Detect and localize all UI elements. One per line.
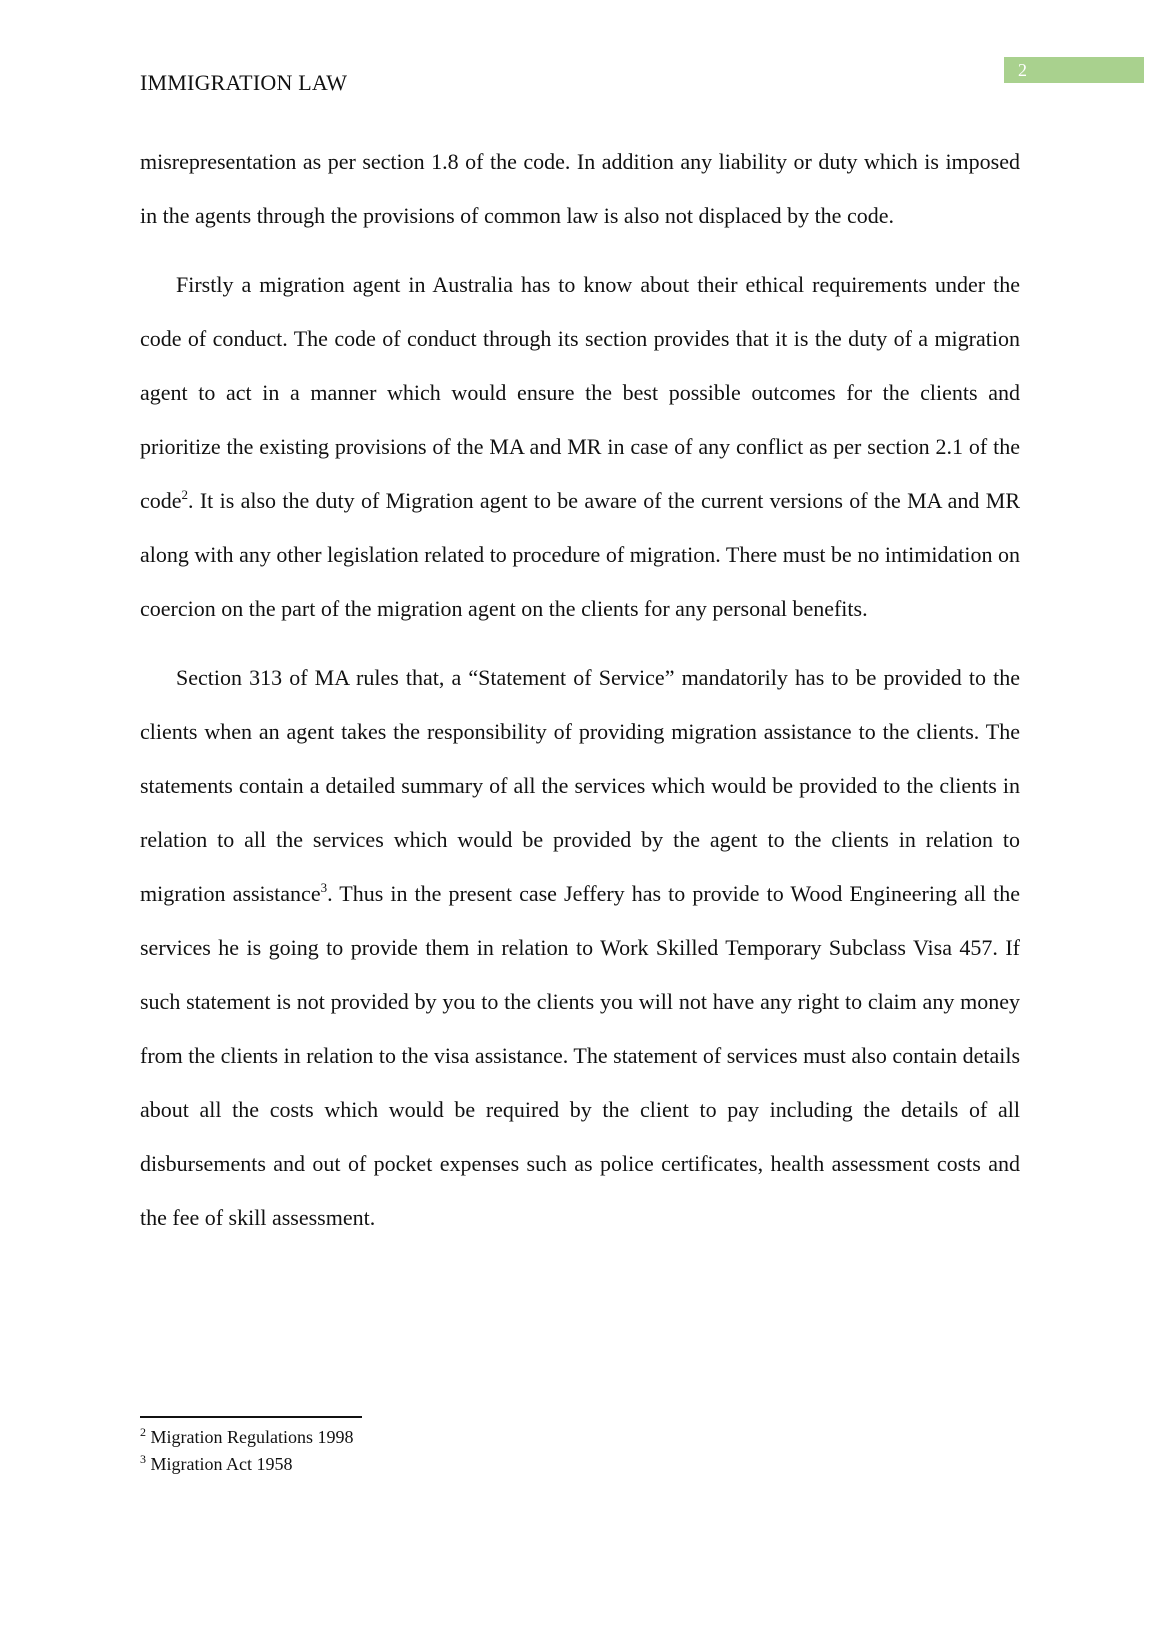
- page-number-badge: [1004, 57, 1144, 83]
- paragraph-text: Section 313 of MA rules that, a “Statement of Service” mandatorily has to be provided to the clients when an agent takes the responsibility of providing migration assistance to the clients. The statements contain a detailed summary of all the services which would be provided to the clients in relation to all the services which would be provided by the agent to the clients in relation to migration assistance: [140, 665, 1020, 906]
- footnote-text: Migration Regulations 1998: [150, 1427, 354, 1447]
- paragraph-text: . It is also the duty of Migration agent to be aware of the current versions of the MA and MR along with any other legislation related to procedure of migration. There must be no intimidation on coercion on the part of the migration agent on the clients for any personal benefits.: [140, 488, 1020, 621]
- body-text: [140, 135, 1020, 1260]
- running-header: IMMIGRATION LAW: [140, 70, 348, 95]
- footnote-item: [140, 1451, 353, 1478]
- paragraph-text: misrepresentation as per section 1.8 of the code. In addition any liability or duty which is imposed in the agents through the provisions of common law is also not displaced by the code.: [140, 149, 1020, 228]
- footnote-reference[interactable]: 2: [181, 487, 189, 502]
- paragraph-continuation: [140, 135, 1020, 243]
- footnote-text: Migration Act 1958: [150, 1454, 293, 1474]
- paragraph-text: Firstly a migration agent in Australia has to know about their ethical requirements under the code of conduct. The code of conduct through its section provides that it is the duty of a migration agent to act in a manner which would ensure the best possible outcomes for the clients and prioritize the existing provisions of the MA and MR in case of any conflict as per section 2.1 of the code: [140, 272, 1020, 513]
- footnote-reference[interactable]: 3: [320, 880, 328, 895]
- page-number: 2: [1018, 60, 1027, 80]
- paragraph-code-of-conduct: [140, 258, 1020, 636]
- footnote-item: [140, 1424, 353, 1451]
- footnote-marker: 3: [140, 1452, 146, 1466]
- footnote-marker: 2: [140, 1425, 146, 1439]
- paragraph-text: . Thus in the present case Jeffery has to provide to Wood Engineering all the services he is going to provide them in relation to Work Skilled Temporary Subclass Visa 457. If such statement is not provided by you to the clients you will not have any right to claim any money from the clients in relation to the visa assistance. The statement of services must also contain details about all the costs which would be required by the client to pay including the details of all disbursements and out of pocket expenses such as police certificates, health assessment costs and the fee of skill assessment.: [140, 881, 1020, 1230]
- paragraph-statement-of-service: [140, 651, 1020, 1245]
- footnotes: [140, 1424, 353, 1478]
- footnote-separator: [140, 1416, 362, 1418]
